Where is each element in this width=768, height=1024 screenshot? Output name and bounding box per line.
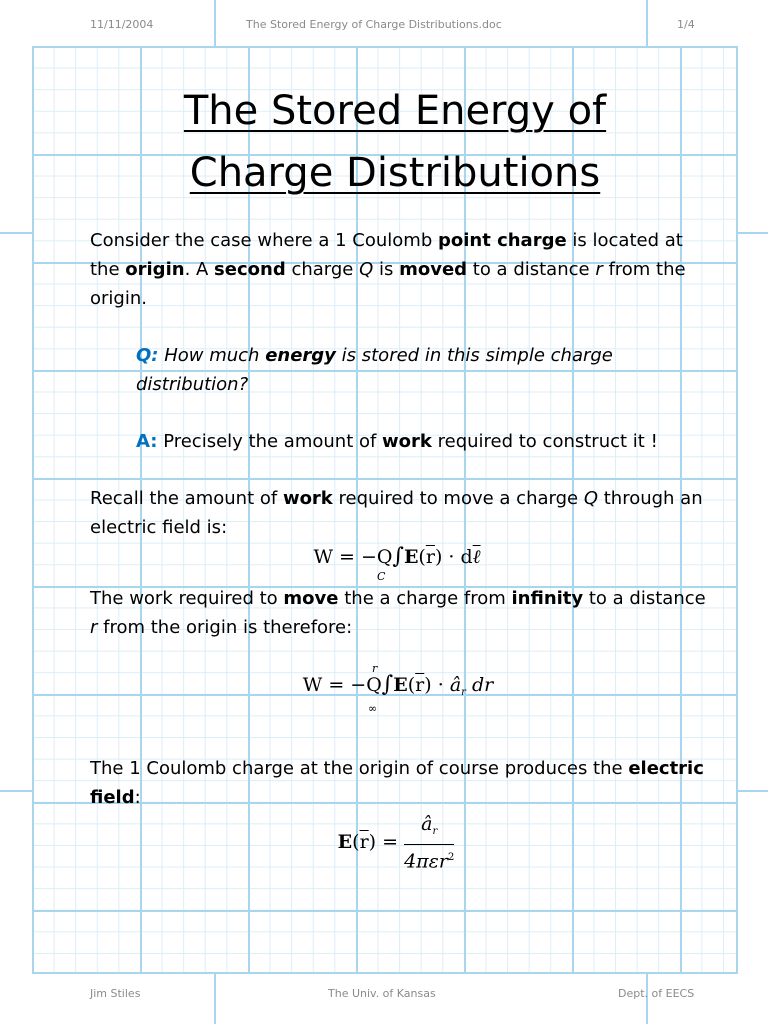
header-page-number: 1/4 bbox=[677, 18, 695, 31]
answer-label: A: bbox=[136, 431, 158, 452]
equation-work-from-infinity: $W = -Q\int E(\overline{r})$ · $â_r$ dr r ∞ bbox=[302, 662, 494, 715]
grid-tick bbox=[0, 790, 32, 792]
answer: A: Precisely the amount of work required to construct it ! bbox=[136, 431, 658, 452]
equation-point-charge-field: $E(\overline{r})$ = $\frac{â_r}{4\pi\varepsilon r^2}$ bbox=[337, 813, 455, 873]
header-filename: The Stored Energy of Charge Distributions.doc bbox=[246, 18, 502, 31]
page-header bbox=[0, 0, 768, 30]
paragraph-work: Recall the amount of work required to move a charge Q through an electric field is: bbox=[90, 488, 703, 538]
grid-tick bbox=[738, 790, 768, 792]
question: Q: How much energy is stored in this simple charge distribution? bbox=[136, 345, 613, 395]
page-title bbox=[80, 80, 710, 204]
title-line-2: Charge Distributions bbox=[189, 150, 601, 196]
page-footer bbox=[0, 984, 768, 1024]
paragraph-electric-field: The 1 Coulomb charge at the origin of course produces the electric field: bbox=[90, 758, 704, 808]
page-content bbox=[90, 80, 710, 872]
grid-tick bbox=[0, 232, 32, 234]
question-label: Q: bbox=[136, 345, 159, 366]
header-date: 11/11/2004 bbox=[90, 18, 154, 31]
equation-work-line-integral: $W = -Q\int E(\overline{r})$ · dℓ C bbox=[313, 544, 481, 583]
paragraph-move-from-infinity: The work required to move the a charge from infinity to a distance r from the origin is therefore: bbox=[90, 588, 706, 638]
footer-university: The Univ. of Kansas bbox=[328, 987, 436, 1000]
grid-tick bbox=[214, 0, 216, 46]
footer-department: Dept. of EECS bbox=[618, 987, 695, 1000]
footer-author: Jim Stiles bbox=[90, 987, 141, 1000]
grid-tick bbox=[738, 232, 768, 234]
grid-tick bbox=[646, 0, 648, 46]
paragraph-intro: Consider the case where a 1 Coulomb point charge is located at the origin. A second charge Q is moved to a distance r from the origin. bbox=[90, 230, 686, 309]
title-line-1: The Stored Energy of bbox=[183, 88, 607, 134]
